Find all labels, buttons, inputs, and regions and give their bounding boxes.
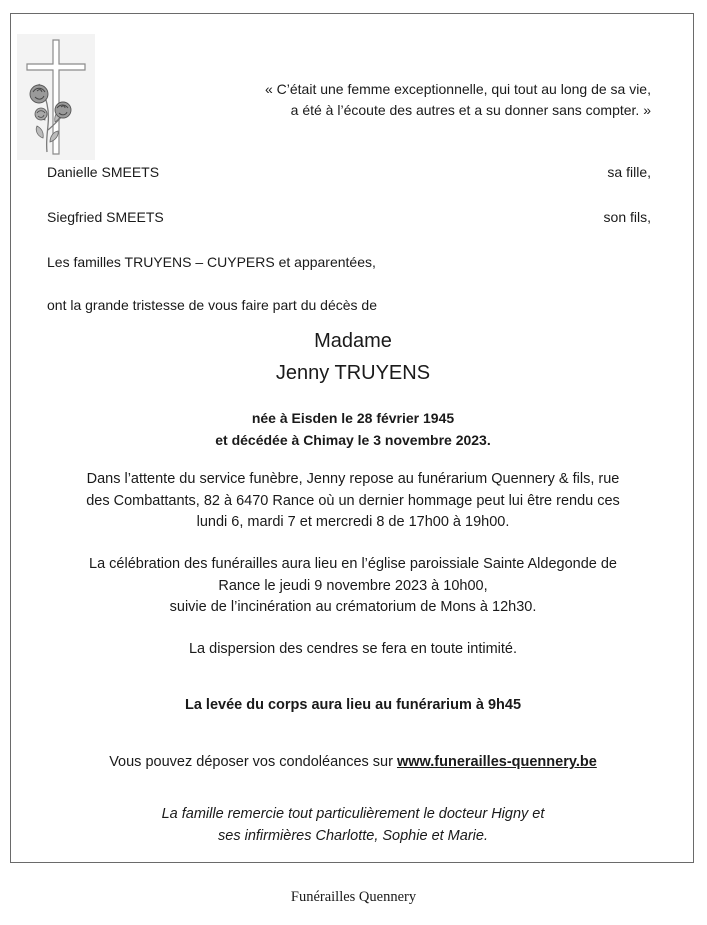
- cross-with-roses-icon: [17, 34, 95, 160]
- announcement-text: ont la grande tristesse de vous faire part du décès de: [47, 297, 377, 313]
- wake-paragraph: [11, 469, 695, 534]
- thanks-line: La famille remercie tout particulièrement le docteur Higny et: [161, 806, 545, 822]
- wake-line: lundi 6, mardi 7 et mercredi 8 de 17h00 à 19h00.: [196, 514, 510, 530]
- ashes-line: La dispersion des cendres se fera en toute intimité.: [188, 641, 518, 657]
- family-member-row: [47, 208, 651, 226]
- ashes-paragraph: [11, 639, 695, 661]
- obituary-card: [10, 13, 694, 863]
- thanks-line: ses infirmières Charlotte, Sophie et Marie.: [218, 827, 488, 844]
- family-member-relation: son fils,: [603, 209, 651, 225]
- condolences-text: Vous pouvez déposer vos condoléances sur: [109, 754, 397, 770]
- announcement-line: [47, 296, 651, 314]
- birth-line: née à Eisden le 28 février 1945: [251, 410, 455, 426]
- dates-block: [11, 407, 695, 451]
- quote-line: « C’était une femme exceptionnelle, qui tout au long de sa vie,: [264, 81, 651, 97]
- funeral-home-footer: Funérailles Quennery: [290, 889, 417, 905]
- family-member-name: Danielle SMEETS: [47, 164, 160, 180]
- ceremony-line: suivie de l’incinération au crématorium de Mons à 12h30.: [169, 599, 537, 615]
- family-member-row: [47, 253, 651, 271]
- condolences-paragraph: [11, 752, 695, 774]
- ceremony-line: Rance le jeudi 9 novembre 2023 à 10h00,: [218, 577, 488, 594]
- condolences-link[interactable]: www.funerailles-quennery.be: [396, 754, 597, 770]
- death-line: et décédée à Chimay le 3 novembre 2023.: [215, 432, 491, 448]
- wake-line: des Combattants, 82 à 6470 Rance où un dernier hommage peut lui être rendu ces: [86, 492, 620, 509]
- ceremony-line: La célébration des funérailles aura lieu en l’église paroissiale Sainte Aldegonde de: [89, 556, 617, 572]
- deceased-title: Madame: [314, 330, 392, 352]
- family-member-relation: sa fille,: [607, 164, 651, 180]
- deceased-name: Jenny TRUYENS: [275, 362, 431, 384]
- memorial-quote: [221, 79, 651, 121]
- levee-paragraph: [11, 695, 695, 717]
- wake-line: Dans l’attente du service funèbre, Jenny repose au funérarium Quennery & fils, rue: [86, 471, 620, 487]
- family-member-row: [47, 163, 651, 181]
- family-member-name: Les familles TRUYENS – CUYPERS et apparentées,: [47, 254, 376, 270]
- levee-line: La levée du corps aura lieu au funérarium à 9h45: [184, 697, 522, 713]
- thanks-paragraph: [11, 804, 695, 847]
- deceased-name-block: [11, 325, 695, 389]
- quote-line: a été à l’écoute des autres et a su donner sans compter. »: [290, 102, 651, 118]
- family-member-name: Siegfried SMEETS: [47, 209, 164, 225]
- ceremony-paragraph: [11, 554, 695, 619]
